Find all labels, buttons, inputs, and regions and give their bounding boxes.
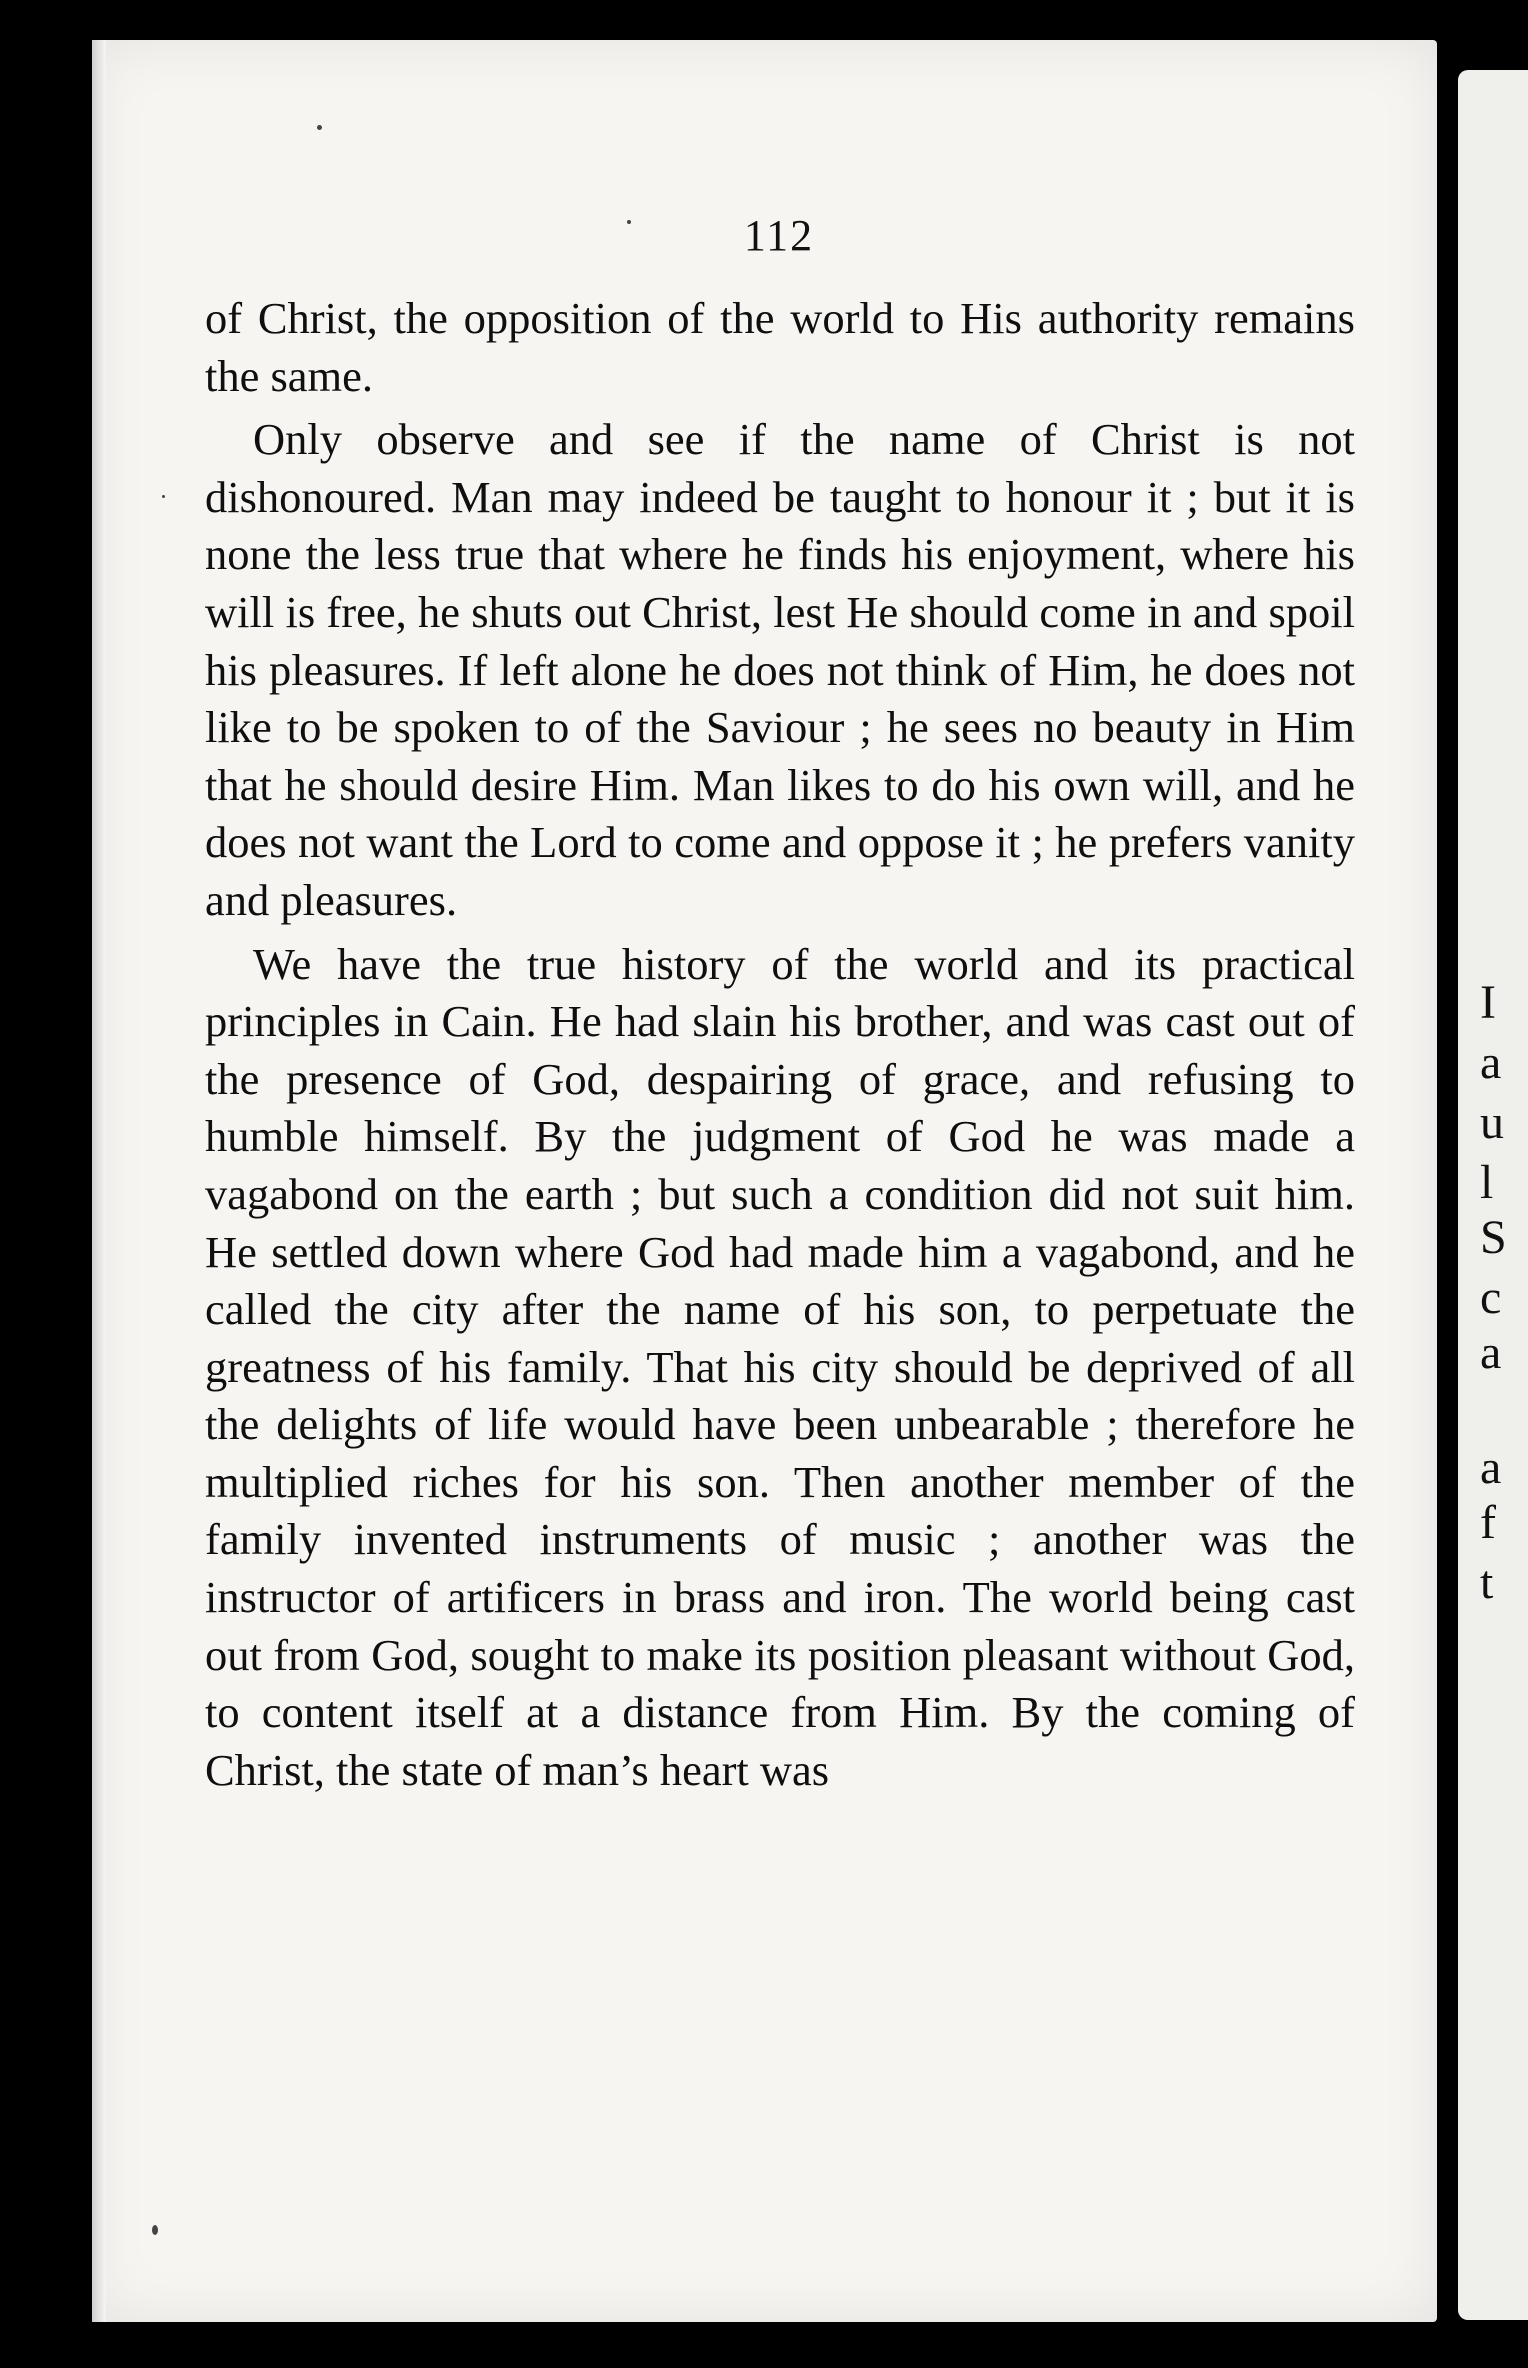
- adjacent-page-fragment: l: [1480, 1156, 1494, 1209]
- adjacent-page-edge: [1458, 70, 1528, 2320]
- paragraph-continued: of Christ, the opposition of the world to His authority remains the same.: [205, 293, 1355, 401]
- paper-speck: [152, 2225, 158, 2235]
- page-number: 112: [743, 211, 815, 260]
- body-text: [205, 290, 1355, 1799]
- paragraph: Only observe and see if the name of Christ is not dishonoured. Man may indeed be taught to honour it ; but it is none the less true that where he finds his enjoyment, where his will is free, he shuts out Christ, lest He should come in and spoil his pleasures. If left alone he does not think of Him, he does not like to be spoken to of the Saviour ; he sees no beauty in Him that he should desire Him. Man likes to do his own will, and he does not want the Lord to come and oppose it ; he prefers vanity and pleasures.: [205, 414, 1355, 925]
- paper-speck: [162, 495, 165, 498]
- paper-speck: [317, 125, 322, 130]
- adjacent-page-fragment: c: [1480, 1271, 1502, 1324]
- adjacent-page-fragment: S: [1480, 1211, 1507, 1264]
- adjacent-page-fragment: u: [1480, 1096, 1504, 1149]
- adjacent-page-fragment: a: [1480, 1441, 1502, 1494]
- adjacent-page-fragment: a: [1480, 1036, 1502, 1089]
- adjacent-page-fragment: a: [1480, 1326, 1502, 1379]
- adjacent-page-fragment: f: [1480, 1496, 1496, 1549]
- page-gutter-shadow: [92, 40, 106, 2322]
- paragraph: We have the true history of the world and its practical principles in Cain. He had slain his brother, and was cast out of the presence of God, despairing of grace, and refusing to humble himself. By the judgment of God he was made a vagabond on the earth ; but such a condition did not suit him. He settled down where God had made him a vagabond, and he called the city after the name of his son, to perpetuate the greatness of his family. That his city should be deprived of all the delights of life would have been unbearable ; therefore he multiplied riches for his son. Then another member of the family invented instruments of music ; another was the instructor of artificers in brass and iron. The world being cast out from God, sought to make its position pleasant without God, to content itself at a distance from Him. By the coming of Christ, the state of man’s heart was: [205, 938, 1355, 1795]
- adjacent-page-fragment: t: [1480, 1556, 1494, 1609]
- adjacent-page-fragment: I: [1480, 976, 1496, 1029]
